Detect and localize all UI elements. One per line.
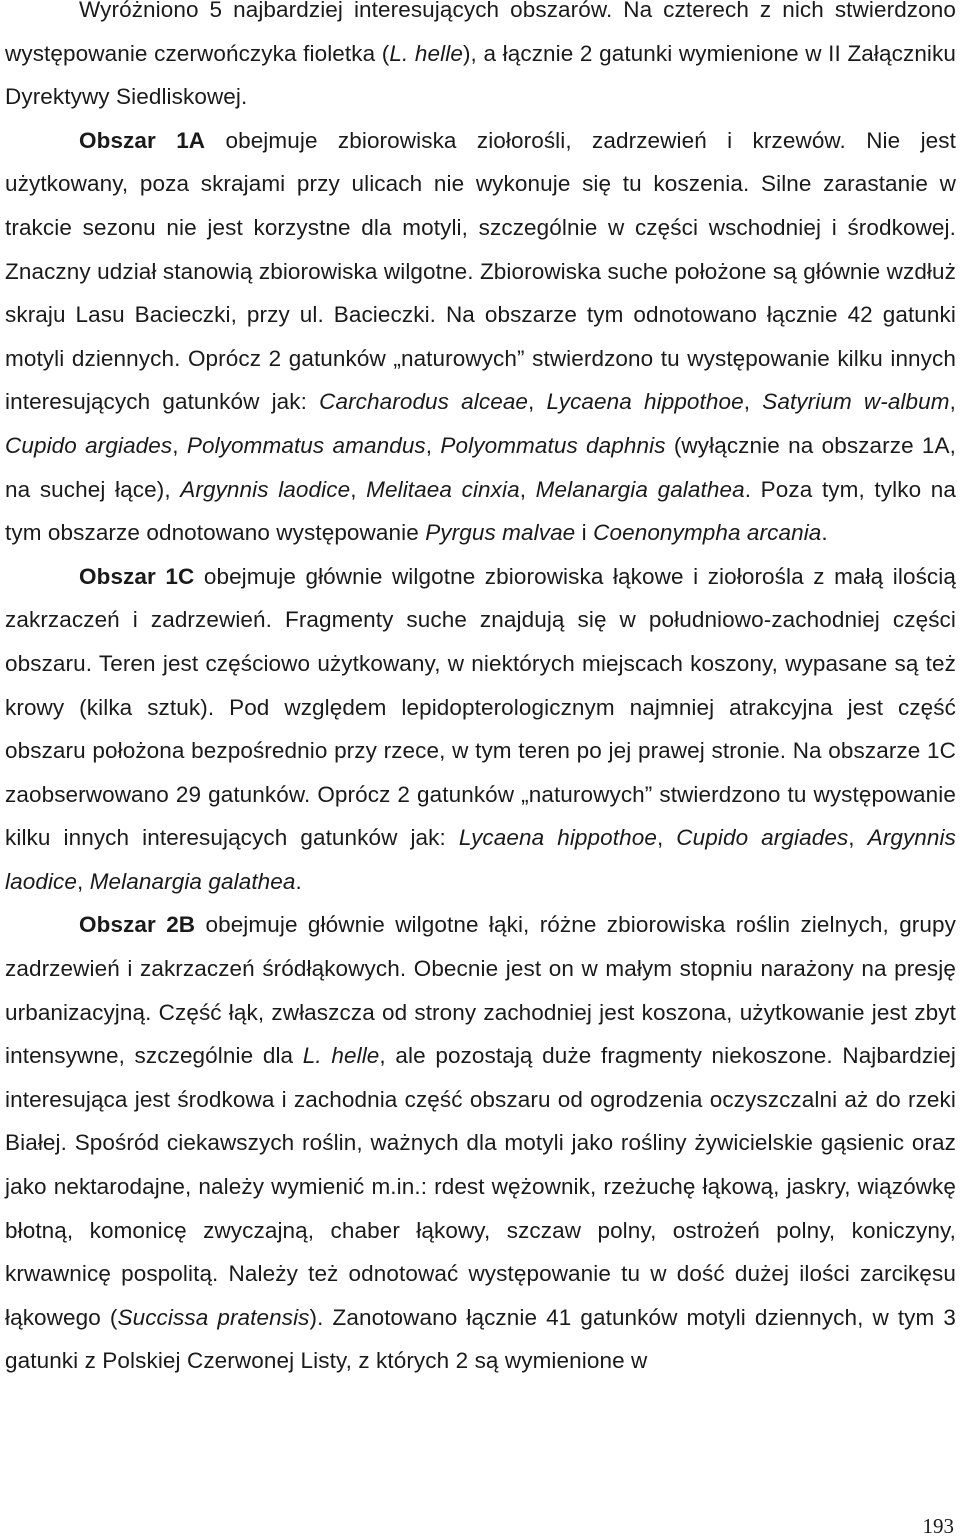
text-run: obejmuje głównie wilgotne zbiorowiska łąkowe i ziołorośla z małą ilością zakrzaczeń i zadrzewień. Fragmenty suche znajdują się w południowo-zachodniej części obszaru. Teren jest częściowo użytkowany, w niektórych miejscach koszony, wypasane są też krowy (kilka sztuk). Pod względem lepidopterologicznym najmniej atrakcyjna jest część obszaru położona bezpośrednio przy rzece, w tym teren po jej prawej stronie. Na obszarze 1C zaobserwowano 29 gatunków. Oprócz 2 gatunków „naturowych” stwierdzono tu występowanie kilku innych interesujących gatunków jak: [5,563,956,851]
species-name: Melanargia galathea [535,476,745,502]
species-name: Polyommatus amandus [186,432,426,458]
paragraph-obszar-2b [5,903,956,1383]
text-run: , [519,476,536,502]
paragraph-obszar-1c [5,555,956,904]
bold-heading: Obszar 1C [79,563,195,589]
species-name: Argynnis laodice [180,476,351,502]
text-run: ), a łącznie 2 gatunki wymienione w II Załączniku Dyrektywy Siedliskowej. [5,40,956,110]
text-run: obejmuje zbiorowiska ziołorośli, zadrzewień i krzewów. Nie jest użytkowany, poza skrajami przy ulicach nie wykonuje się tu koszenia. Silne zarastanie w trakcie sezonu nie jest korzystne dla motyli, szczególnie w części wschodniej i środkowej. Znaczny udział stanowią zbiorowiska wilgotne. Zbiorowiska suche położone są głównie wzdłuż skraju Lasu Bacieczki, przy ul. Bacieczki. Na obszarze tym odnotowano łącznie 42 gatunki motyli dziennych. Oprócz 2 gatunków „naturowych” stwierdzono tu występowanie kilku innych interesujących gatunków jak: [5,127,956,415]
text-run: i [575,520,594,546]
text-run: , ale pozostają duże fragmenty niekoszone. Najbardziej interesująca jest środkowa i zachodnia część obszaru od ogrodzenia oczyszczalni aż do rzeki Białej. Spośród ciekawszych roślin, ważnych dla motyli jako rośliny żywicielskie gąsienic oraz jako nektarodajne, należy wymienić m.in.: rdest wężownik, rzeżuchę łąkową, jaskry, wiązówkę błotną, komonicę zwyczajną, chaber łąkowy, szczaw polny, ostrożeń polny, koniczyny, krwawnicę pospolitą. Należy też odnotować występowanie tu w dość dużej ilości zarcikęsu łąkowego ( [5,1043,956,1330]
text-run: , [172,432,187,458]
text-run: (wyłącznie na obszarze 1A, na suchej łące), [5,432,957,502]
species-name: Polyommatus daphnis [440,432,666,458]
bold-heading: Obszar 2B [79,912,196,938]
species-name: Lycaena hippothoe [546,389,744,415]
text-run: , [743,389,763,415]
species-name: Pyrgus malvae [425,520,576,546]
text-run: ). Zanotowano łącznie 41 gatunków motyli dziennych, w tym 3 gatunki z Polskiej Czerwonej Listy, z których 2 są wymienione w [5,1304,957,1374]
text-run: . [821,520,828,546]
text-run: , [848,825,868,851]
text-run: . Poza tym, tylko na tym obszarze odnotowano występowanie [5,476,957,546]
species-name: L. helle [389,40,463,66]
document-body [5,0,956,1383]
text-run: , [350,476,367,502]
species-name: Carcharodus alceae [319,389,529,415]
paragraph-intro [5,0,956,119]
text-run: , [656,825,677,851]
text-run: . [295,868,302,894]
page-number: 193 [922,1514,954,1538]
bold-heading: Obszar 1A [79,127,206,153]
species-name: Lycaena hippothoe [458,825,657,851]
species-name: L. helle [302,1043,380,1069]
paragraph-obszar-1a [5,119,956,555]
text-run: , [77,868,90,894]
species-name: Cupido argiades [5,432,173,458]
text-run: , [528,389,547,415]
text-run: Wyróżniono 5 najbardziej interesujących obszarów. Na czterech z nich stwierdzono występowanie czerwończyka fioletka ( [5,0,956,66]
species-name: Melanargia galathea [89,868,296,894]
species-name: Satyrium w-album [762,389,950,415]
species-name: Cupido argiades [676,825,849,851]
species-name: Melitaea cinxia [366,476,520,502]
text-run: obejmuje głównie wilgotne łąki, różne zbiorowiska roślin zielnych, grupy zadrzewień i zakrzaczeń śródłąkowych. Obecnie jest on w małym stopniu narażony na presję urbanizacyjną. Część łąk, zwłaszcza od strony zachodniej jest koszona, użytkowanie jest zbyt intensywne, szczególnie dla [5,912,956,1069]
species-name: Argynnis laodice [5,825,956,894]
text-run: , [425,432,441,458]
text-run: , [949,389,956,415]
species-name: Succissa pratensis [117,1304,310,1330]
species-name: Coenonympha arcania [593,520,822,546]
